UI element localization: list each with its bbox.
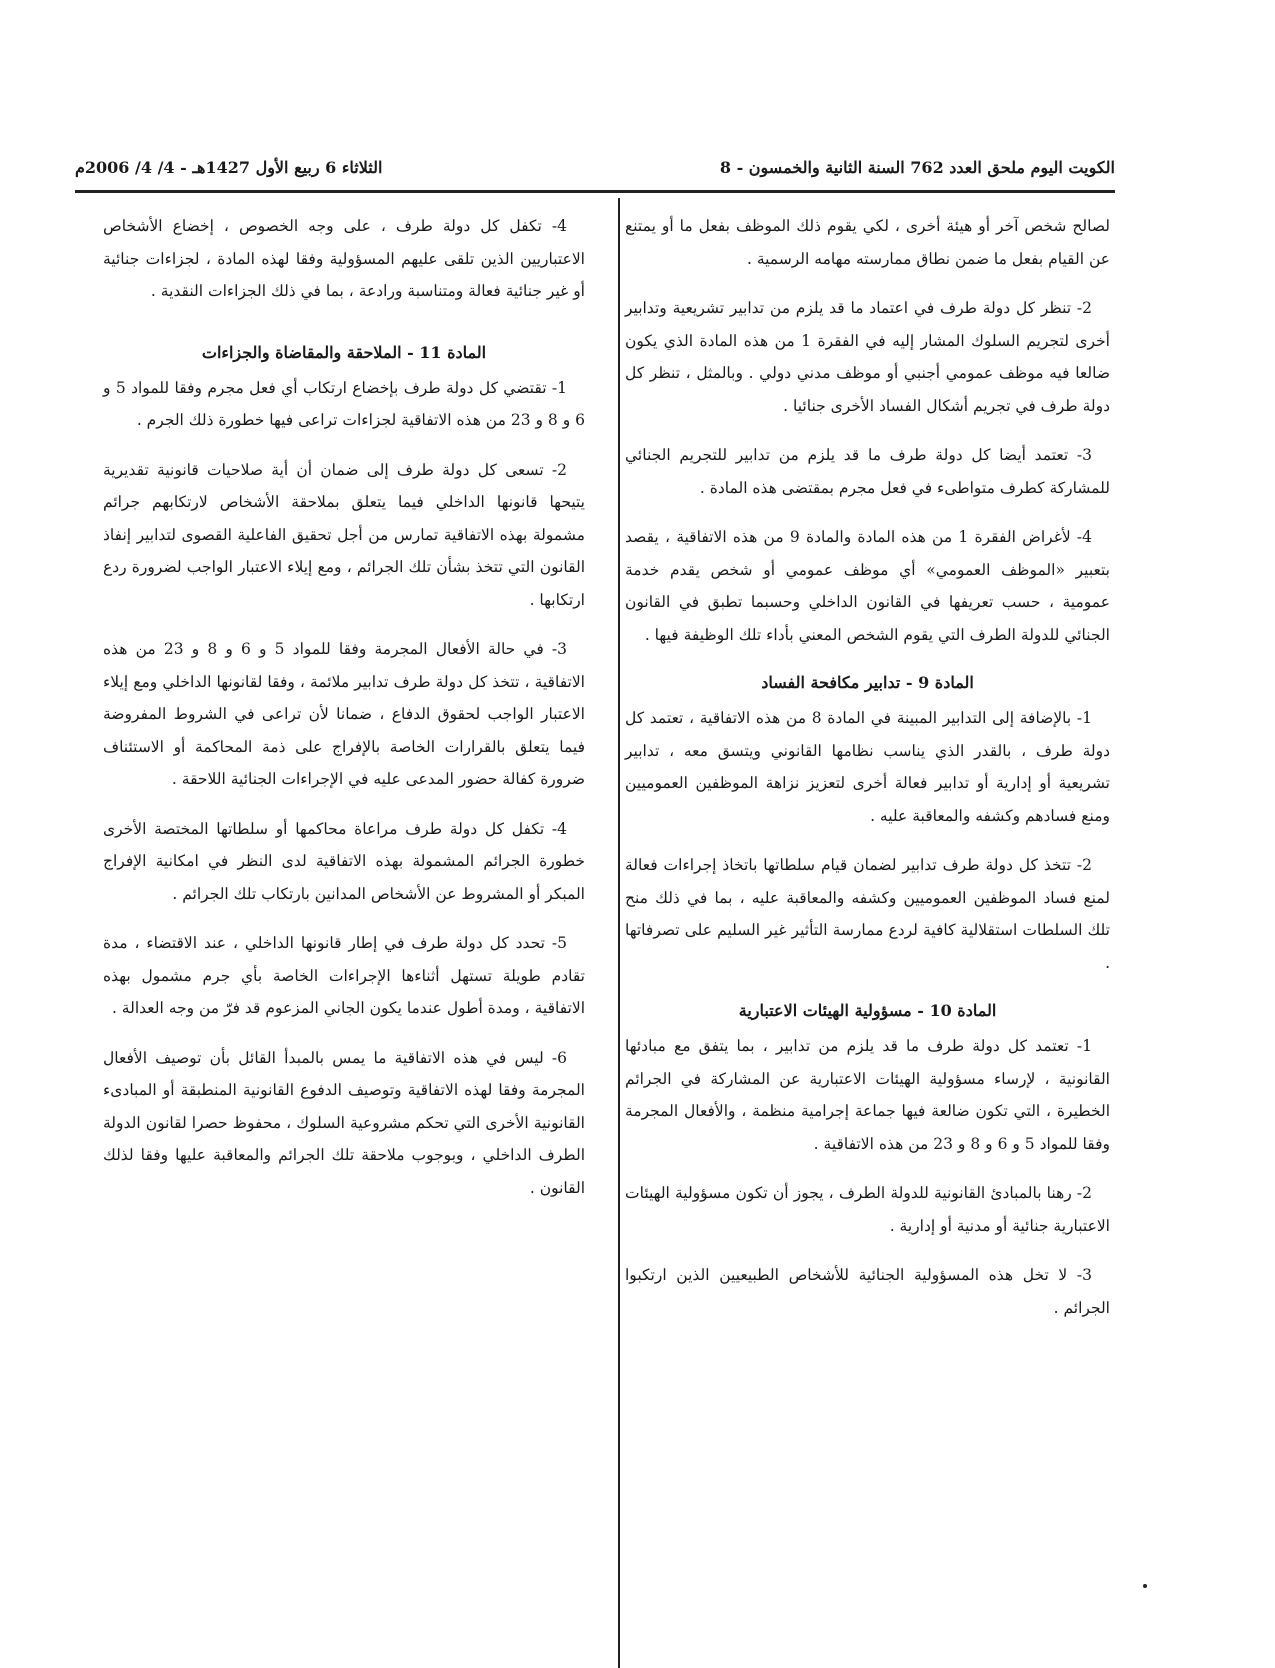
paragraph: لصالح شخص آخر أو هيئة أخرى ، لكي يقوم ذلك الموظف بفعل ما أو يمتنع عن القيام بفعل ما ضمن نطاق ممارسته مهامه الرسمية . [625,217,1110,268]
paragraph: 3- تعتمد أيضا كل دولة طرف ما قد يلزم من تدابير للتجريم الجنائي للمشاركة كطرف متواطىء في فعل مجرم بمقتضى هذه المادة . [625,446,1110,497]
header-rule [75,190,1115,193]
article-9-heading: المادة 9 - تدابير مكافحة الفساد [761,673,974,692]
paragraph: 6- ليس في هذه الاتفاقية ما يمس بالمبدأ القائل بأن توصيف الأفعال المجرمة وفقا لهذه الاتفاقية وتوصيف الدفوع القانونية المنطبقة أو المبادىء القانونية الأخرى التي تحكم مشروعية السلوك ، محفوظ حصرا لقانون الدولة الطرف الداخلي ، وبوجوب ملاحقة تلك الجرائم والمعاقبة عليها وفقا لذلك القانون . [103,1048,585,1197]
paragraph: 3- لا تخل هذه المسؤولية الجنائية للأشخاص الطبيعيين الذين ارتكبوا الجرائم . [625,1266,1110,1317]
paragraph: 5- تحدد كل دولة طرف في إطار قانونها الداخلي ، عند الاقتضاء ، مدة تقادم طويلة تستهل أثناءها الإجراءات الخاصة بأي جرم مشمول بهذه الاتفاقية ، ومدة أطول عندما يكون الجاني المزعوم قد فرّ من وجه العدالة . [103,934,585,1017]
paragraph: 4- تكفل كل دولة طرف ، على وجه الخصوص ، إخضاع الأشخاص الاعتباريين الذين تلقى عليهم المسؤولية وفقا لهذه المادة ، لجزاءات جنائية أو غير جنائية فعالة ومتناسبة ورادعة ، بما في ذلك الجزاءات النقدية . [103,217,585,300]
paragraph: 2- تسعى كل دولة طرف إلى ضمان أن أية صلاحيات قانونية تقديرية يتيحها قانونها الداخلي فيما يتعلق بملاحقة الأشخاص لارتكابهم جرائم مشمولة بهذه الاتفاقية تمارس من أجل تحقيق الفاعلية القصوى لتدابير إنفاذ القانون التي تتخذ بشأن تلك الجرائم ، ومع إيلاء الاعتبار الواجب لضرورة ردع ارتكابها . [103,460,585,609]
paragraph: 2- تنظر كل دولة طرف في اعتماد ما قد يلزم من تدابير تشريعية وتدابير أخرى لتجريم السلوك المشار إليه في الفقرة 1 من هذه المادة الذي يكون ضالعا فيه موظف عمومي أجنبي أو موظف مدني دولي . وبالمثل ، تنظر كل دولة طرف في تجريم أشكال الفساد الأخرى جنائيا . [625,299,1110,415]
paragraph: 1- بالإضافة إلى التدابير المبينة في المادة 8 من هذه الاتفاقية ، تعتمد كل دولة طرف ، بالقدر الذي يناسب نظامها القانوني ويتسق معه ، تدابير تشريعية أو إدارية أو تدابير فعالة أخرى لتعزيز نزاهة الموظفين العموميين ومنع فسادهم وكشفه والمعاقبة عليه . [625,709,1110,825]
header-date: الثلاثاء 6 ربيع الأول 1427هـ - 4/ 4/ 2006م [75,158,383,177]
paragraph: 1- تعتمد كل دولة طرف ما قد يلزم من تدابير ، بما يتفق مع مبادئها القانونية ، لإرساء مسؤولية الهيئات الاعتبارية عن المشاركة في الجرائم الخطيرة ، التي تكون ضالعة فيها جماعة إجرامية منظمة ، والأفعال المجرمة وفقا للمواد 5 و 6 و 8 و 23 من هذه الاتفاقية . [625,1037,1110,1153]
paragraph: 2- تتخذ كل دولة طرف تدابير لضمان قيام سلطاتها باتخاذ إجراءات فعالة لمنع فساد الموظفين العموميين وكشفه والمعاقبة عليه ، بما في ذلك منح تلك السلطات استقلالية كافية لردع ممارسة التأثير غير السليم على تصرفاتها . [625,856,1110,972]
paragraph: 3- في حالة الأفعال المجرمة وفقا للمواد 5 و 6 و 8 و 23 من هذه الاتفاقية ، تتخذ كل دولة طرف تدابير ملائمة ، وفقا لقانونها الداخلي ومع إيلاء الاعتبار الواجب لحقوق الدفاع ، ضمانا لأن تراعى في الشروط المفروضة فيما يتعلق بالقرارات الخاصة بالإفراج على ذمة المحاكمة أو الاستئناف ضرورة كفالة حضور المدعى عليه في الإجراءات الجنائية اللاحقة . [103,640,585,788]
paragraph: 4- تكفل كل دولة طرف مراعاة محاكمها أو سلطاتها المختصة الأخرى خطورة الجرائم المشمولة بهذه الاتفاقية لدى النظر في امكانية الإفراج المبكر أو المشروط عن الأشخاص المدانين بارتكاب تلك الجرائم . [103,819,585,903]
scan-speck [1143,1584,1147,1588]
column-divider [618,198,620,1668]
paragraph: 2- رهنا بالمبادئ القانونية للدولة الطرف ، يجوز أن تكون مسؤولية الهيئات الاعتبارية جنائية أو مدنية أو إدارية . [625,1184,1110,1235]
paragraph: 1- تقتضي كل دولة طرف بإخضاع ارتكاب أي فعل مجرم وفقا للمواد 5 و 6 و 8 و 23 من هذه الاتفاقية لجزاءات تراعى فيها خطورة ذلك الجرم . [103,378,585,429]
article-11-heading: المادة 11 - الملاحقة والمقاضاة والجزاءات [201,342,487,362]
page-header [75,152,1115,186]
article-10-heading: المادة 10 - مسؤولية الهيئات الاعتبارية [738,1001,997,1020]
paragraph: 4- لأغراض الفقرة 1 من هذه المادة والمادة 9 من هذه الاتفاقية ، يقصد بتعبير «الموظف العمومي» أي موظف عمومي أو شخص يقدم خدمة عمومية ، حسب تعريفها في القانون الداخلي وحسبما تطبق في القانون الجنائي للدولة الطرف التي يقوم الشخص المعني بأداء تلك الوظيفة فيها . [625,528,1111,644]
right-column [625,210,1110,1341]
header-publication-info: الكويت اليوم ملحق العدد 762 السنة الثانية والخمسون - 8 [719,158,1115,177]
left-column [103,210,585,1221]
